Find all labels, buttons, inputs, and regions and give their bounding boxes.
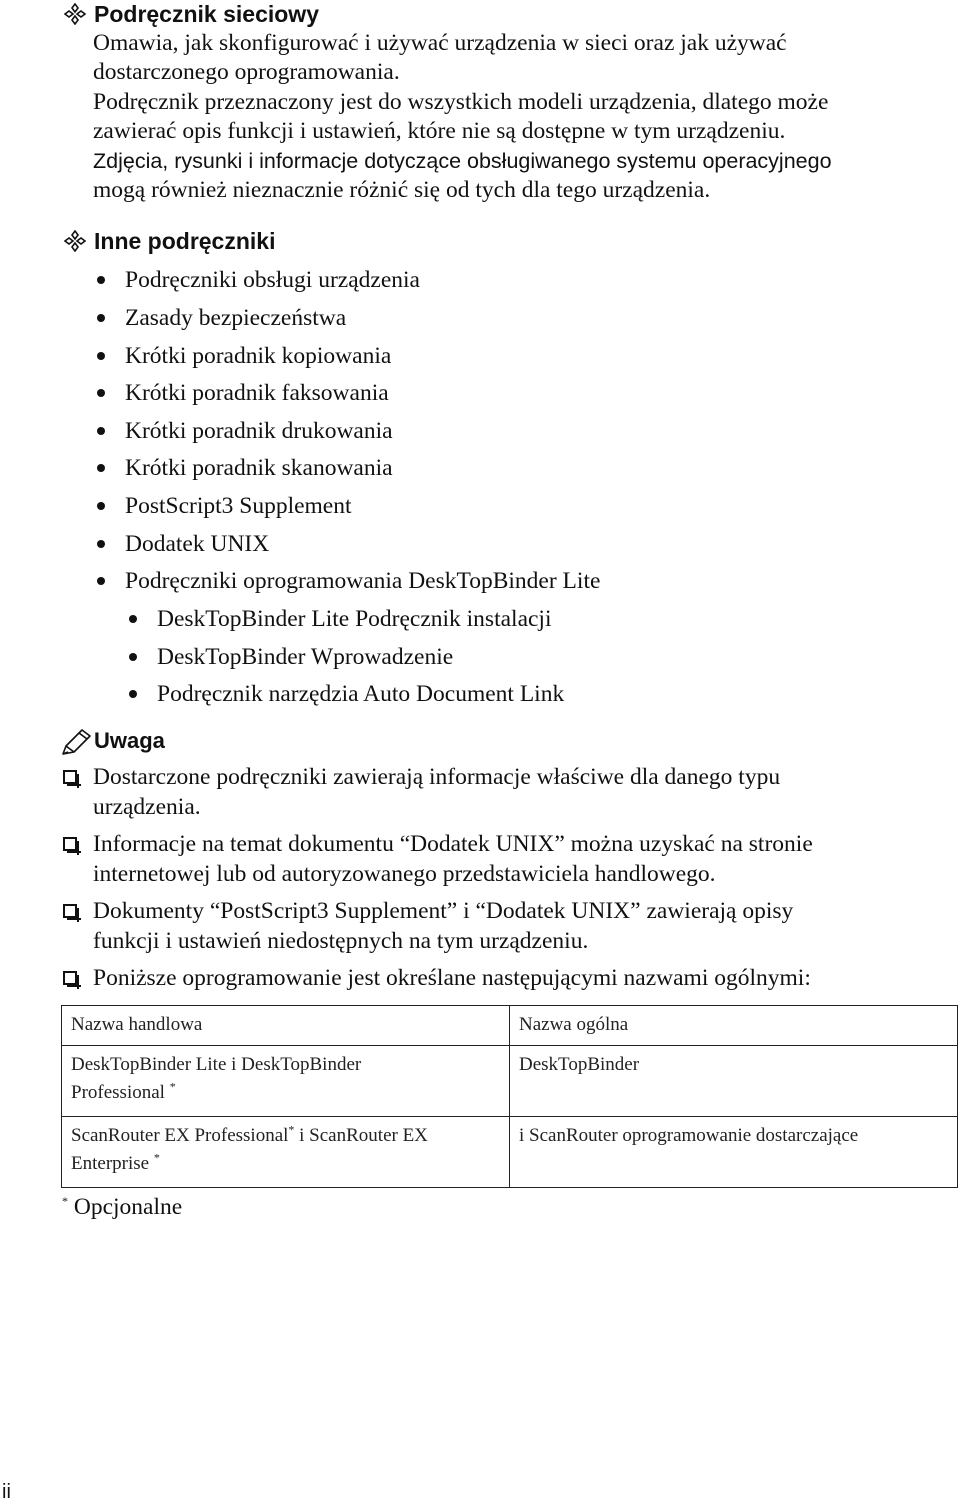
trade-name-text: Enterprise	[71, 1153, 150, 1174]
note-item	[93, 897, 959, 956]
bullet-icon	[97, 276, 105, 284]
list-item	[125, 341, 391, 371]
note-heading	[60, 726, 165, 756]
pencil-icon	[60, 728, 92, 756]
note-heading-text: Uwaga	[94, 728, 165, 753]
table-cell-general-name: i ScanRouter oprogramowanie dostarczające	[510, 1117, 958, 1188]
section-description-line: Omawia, jak skonfigurować i używać urządzenia w sieci oraz jak używać	[93, 30, 787, 56]
checkbox-icon	[63, 837, 77, 851]
list-item-text: DeskTopBinder Wprowadzenie	[157, 644, 454, 670]
note-item	[93, 830, 959, 889]
list-item	[125, 416, 393, 446]
bullet-icon	[129, 653, 137, 661]
list-item-text: Dodatek UNIX	[125, 531, 270, 557]
bullet-icon	[97, 540, 105, 548]
trade-name-text: DeskTopBinder Lite i DeskTopBinder	[71, 1054, 362, 1075]
trade-name-text: ScanRouter EX Professional	[71, 1125, 289, 1146]
sub-list-item	[157, 642, 453, 672]
note-line: internetowej lub od autoryzowanego przedstawiciela handlowego.	[93, 860, 716, 887]
list-item	[125, 529, 269, 559]
table-row	[62, 1046, 958, 1117]
sub-list-item	[157, 604, 552, 634]
note-line: Dokumenty “PostScript3 Supplement” i “Dodatek UNIX” zawierają opisy	[93, 898, 794, 924]
note-line: urządzenia.	[93, 793, 201, 820]
list-item-text: Krótki poradnik drukowania	[125, 418, 393, 444]
section-heading-text: Podręcznik sieciowy	[94, 1, 319, 27]
page-number: ii	[2, 1481, 11, 1503]
bullet-icon	[97, 427, 105, 435]
bullet-icon	[97, 502, 105, 510]
bullet-icon	[97, 389, 105, 397]
table-cell-trade-name	[62, 1046, 510, 1117]
note-item	[93, 964, 959, 994]
list-item-text: DeskTopBinder Lite Podręcznik instalacji	[157, 606, 552, 632]
note-item	[93, 763, 959, 822]
bullet-icon	[129, 615, 137, 623]
section-description-line: Podręcznik przeznaczony jest do wszystkich modeli urządzenia, dlatego może	[93, 89, 829, 115]
table-row	[62, 1117, 958, 1188]
section-heading-other-manuals	[64, 227, 275, 255]
list-item-text: Podręczniki oprogramowania DeskTopBinder Lite	[125, 568, 601, 594]
software-names-table	[61, 1005, 958, 1188]
checkbox-icon	[63, 971, 77, 985]
list-item	[125, 491, 352, 521]
bullet-icon	[97, 577, 105, 585]
checkbox-icon	[63, 770, 77, 784]
list-item-text: Krótki poradnik kopiowania	[125, 343, 392, 369]
list-item-text: Podręczniki obsługi urządzenia	[125, 267, 420, 293]
note-line: Poniższe oprogramowanie jest określane następującymi nazwami ogólnymi:	[93, 965, 811, 991]
asterisk-mark: *	[288, 1122, 295, 1137]
section-description-line: Zdjęcia, rysunki i informacje dotyczące obsługiwanego systemu operacyjnego	[93, 149, 832, 173]
section-heading-network-guide	[64, 0, 319, 28]
section-heading-text: Inne podręczniki	[94, 228, 276, 254]
table-cell-trade-name	[62, 1117, 510, 1188]
footnote	[62, 1192, 182, 1222]
note-line: Dostarczone podręczniki zawierają informacje właściwe dla danego typu	[93, 764, 781, 790]
section-description-line: dostarczonego oprogramowania.	[93, 59, 400, 85]
four-diamond-icon	[64, 230, 86, 252]
checkbox-icon	[63, 904, 77, 918]
list-item	[125, 453, 393, 483]
list-item-text: Zasady bezpieczeństwa	[125, 305, 347, 331]
table-header-cell: Nazwa handlowa	[62, 1006, 510, 1046]
four-diamond-icon	[64, 3, 86, 25]
section-description-line: zawierać opis funkcji i ustawień, które nie są dostępne w tym urządzeniu.	[93, 118, 786, 144]
section-description-line: mogą również nieznacznie różnić się od tych dla tego urządzenia.	[93, 177, 711, 203]
list-item-text: PostScript3 Supplement	[125, 493, 352, 519]
list-item-text: Podręcznik narzędzia Auto Document Link	[157, 681, 565, 707]
bullet-icon	[97, 352, 105, 360]
bullet-icon	[97, 314, 105, 322]
asterisk-mark: *	[153, 1150, 160, 1165]
table-header-row	[62, 1006, 958, 1046]
sub-list-item	[157, 679, 564, 709]
asterisk-mark: *	[169, 1079, 176, 1094]
table-header-cell: Nazwa ogólna	[510, 1006, 958, 1046]
bullet-icon	[129, 690, 137, 698]
list-item-text: Krótki poradnik skanowania	[125, 455, 393, 481]
list-item	[125, 303, 346, 333]
trade-name-text: Professional	[71, 1082, 165, 1103]
table-cell-general-name: DeskTopBinder	[510, 1046, 958, 1117]
bullet-icon	[97, 464, 105, 472]
list-item	[125, 265, 420, 295]
asterisk-mark: *	[62, 1194, 68, 1209]
list-item-text: Krótki poradnik faksowania	[125, 380, 389, 406]
note-line: Informacje na temat dokumentu “Dodatek UNIX” można uzyskać na stronie	[93, 831, 813, 857]
list-item	[125, 378, 389, 408]
trade-name-text: i ScanRouter EX	[294, 1125, 428, 1146]
list-item	[125, 566, 600, 596]
note-line: funkcji i ustawień niedostępnych na tym urządzeniu.	[93, 927, 589, 954]
footnote-text: Opcjonalne	[68, 1194, 183, 1220]
